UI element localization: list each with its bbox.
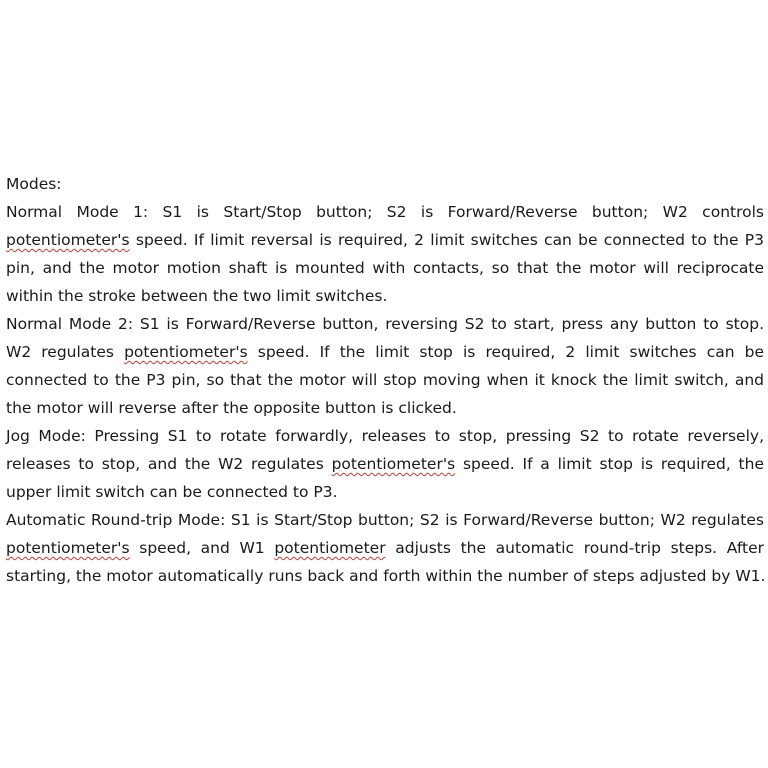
text-run: W2 regulates bbox=[6, 343, 125, 361]
text-line bbox=[6, 203, 764, 221]
text-line bbox=[6, 483, 764, 501]
spellcheck-flagged-word: potentiometer's bbox=[331, 455, 456, 473]
text-line bbox=[6, 455, 764, 473]
text-run: Automatic Round-trip Mode: S1 is Start/Stop button; S2 is Forward/Reverse button; W2 regulates bbox=[6, 511, 764, 529]
text-run: within the stroke between the two limit switches. bbox=[6, 287, 388, 305]
text-line bbox=[6, 427, 764, 445]
text-run: releases to stop, and the W2 regulates bbox=[6, 455, 332, 473]
text-run: adjusts the automatic round-trip steps. After bbox=[385, 539, 764, 557]
text-line bbox=[6, 315, 764, 333]
text-run: Normal Mode 2: S1 is Forward/Reverse button, reversing S2 to start, press any button to stop. bbox=[6, 315, 764, 333]
text-run: the motor will reverse after the opposite button is clicked. bbox=[6, 399, 457, 417]
text-run: connected to the P3 pin, so that the motor will stop moving when it knock the limit switch, and bbox=[6, 371, 764, 389]
text-run: starting, the motor automatically runs back and forth within the number of steps adjusted by W1. bbox=[6, 567, 766, 585]
text-line bbox=[6, 371, 764, 389]
text-run: upper limit switch can be connected to P3. bbox=[6, 483, 338, 501]
text-run: speed. If a limit stop is required, the bbox=[455, 455, 764, 473]
text-line bbox=[6, 343, 764, 361]
text-run: Normal Mode 1: S1 is Start/Stop button; S2 is Forward/Reverse button; W2 controls bbox=[6, 203, 764, 221]
text-line bbox=[6, 539, 764, 557]
text-line bbox=[6, 511, 764, 529]
spellcheck-flagged-word: potentiometer bbox=[274, 539, 386, 557]
modes-heading: Modes: bbox=[6, 175, 62, 193]
text-run: speed. If the limit stop is required, 2 limit switches can be bbox=[247, 343, 764, 361]
text-run: Jog Mode: Pressing S1 to rotate forwardly, releases to stop, pressing S2 to rotate reversely, bbox=[6, 427, 764, 445]
text-run: speed. If limit reversal is required, 2 limit switches can be connected to the P3 bbox=[129, 231, 764, 249]
text-run: speed, and W1 bbox=[129, 539, 275, 557]
text-line bbox=[6, 231, 764, 249]
text-run: pin, and the motor motion shaft is mounted with contacts, so that the motor will reciprocate bbox=[6, 259, 764, 277]
spellcheck-flagged-word: potentiometer's bbox=[6, 231, 130, 249]
text-line bbox=[6, 259, 764, 277]
text-line bbox=[6, 399, 764, 417]
text-line bbox=[6, 287, 764, 305]
spellcheck-flagged-word: potentiometer's bbox=[6, 539, 130, 557]
text-line bbox=[6, 567, 764, 585]
spellcheck-flagged-word: potentiometer's bbox=[124, 343, 248, 361]
